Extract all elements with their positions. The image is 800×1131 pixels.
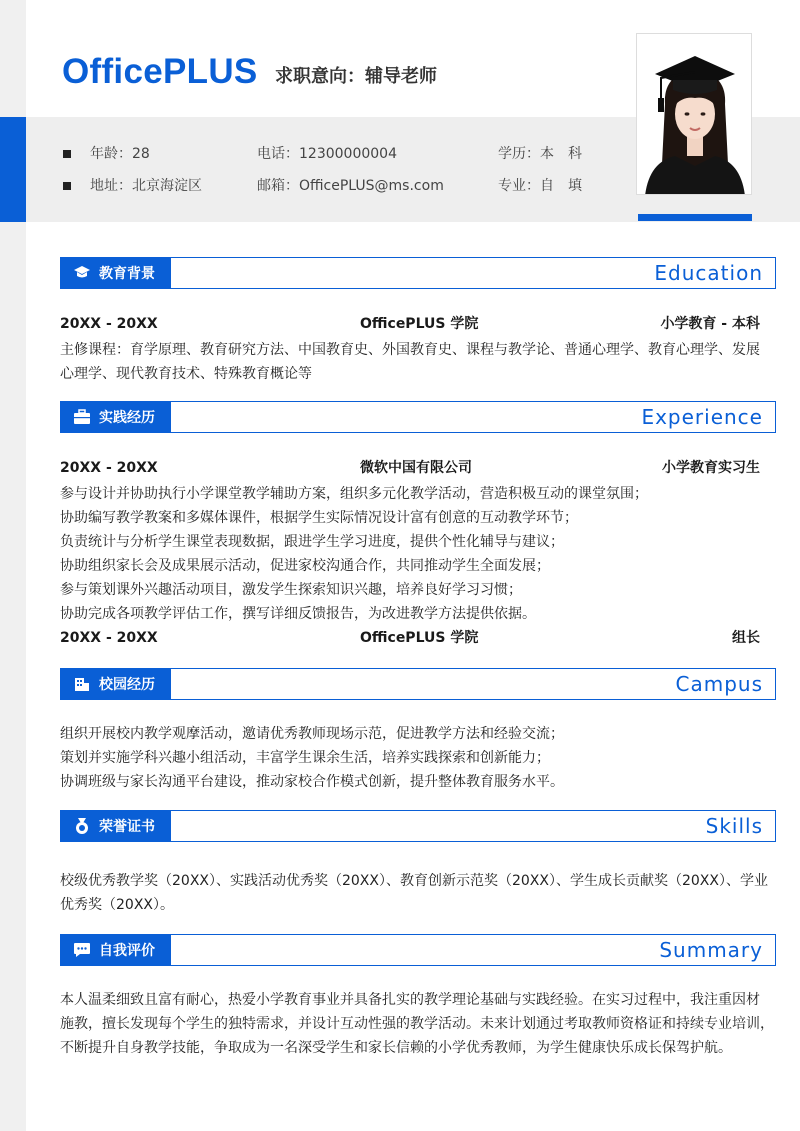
info-address: 地址：北京海淀区	[90, 178, 202, 194]
experience-entry	[60, 627, 760, 649]
text-line: 参与设计并协助执行小学课堂教学辅助方案，组织多元化教学活动，营造积极互动的课堂氛围；	[60, 486, 648, 502]
text-line: 协助完成各项教学评估工作，撰写详细反馈报告，为改进教学方法提供依据。	[60, 606, 536, 622]
section-title-en: Experience	[641, 405, 763, 429]
entry-org: OfficePLUS 学院	[360, 316, 479, 332]
info-education: 学历：本 科	[498, 146, 582, 162]
experience-entry	[60, 457, 760, 479]
section-tab-experience	[61, 402, 171, 432]
text-line: 本人温柔细致且富有耐心，热爱小学教育事业并具备扎实的教学理论基础与实践经验。在实习过程中，我注重因材	[60, 992, 760, 1008]
section-title-cn: 荣誉证书	[99, 819, 155, 835]
square-bullet-icon	[63, 150, 71, 158]
text-line: 策划并实施学科兴趣小组活动，丰富学生课余生活，培养实践探索和创新能力；	[60, 750, 550, 766]
text-line: 协助编写教学教案和多媒体课件，根据学生实际情况设计富有创意的互动教学环节；	[60, 510, 578, 526]
info-email: 邮箱：OfficePLUS@ms.com	[257, 178, 444, 194]
entry-date: 20XX - 20XX	[60, 460, 158, 476]
section-tab-skills	[61, 811, 171, 841]
entry-role: 小学教育实习生	[662, 460, 760, 476]
chat-bubble-icon	[73, 941, 91, 959]
entry-date: 20XX - 20XX	[60, 316, 158, 332]
text-line: 不断提升自身教学技能，争取成为一名深受学生和家长信赖的小学优秀教师，为学生健康快乐成长保驾护航。	[60, 1040, 732, 1056]
section-header-summary	[60, 934, 776, 966]
photo-accent-bar	[638, 214, 752, 221]
summary-description	[60, 988, 774, 1060]
entry-role: 组长	[732, 630, 760, 646]
section-title-en: Campus	[675, 672, 763, 696]
section-title-en: Education	[654, 261, 763, 285]
building-icon	[73, 675, 91, 693]
medal-icon	[73, 817, 91, 835]
section-title-cn: 自我评价	[99, 943, 155, 959]
section-header-education	[60, 257, 776, 289]
info-age: 年龄：28	[90, 146, 150, 162]
text-line: 协助组织家长会及成果展示活动，促进家校沟通合作，共同推动学生全面发展；	[60, 558, 550, 574]
section-title-cn: 实践经历	[99, 410, 155, 426]
briefcase-icon	[73, 408, 91, 426]
section-tab-campus	[61, 669, 171, 699]
profile-photo	[636, 33, 752, 195]
text-line: 心理学、现代教育技术、特殊教育概论等	[60, 366, 312, 382]
square-bullet-icon	[63, 182, 71, 190]
text-line: 主修课程：育学原理、教育研究方法、中国教育史、外国教育史、课程与教学论、普通心理学、教育心理学、发展	[60, 342, 760, 358]
section-title-en: Skills	[705, 814, 763, 838]
brand-title: OfficePLUS	[62, 52, 258, 91]
job-intent: 求职意向：辅导老师	[275, 66, 437, 87]
info-major: 专业：自 填	[498, 178, 582, 194]
section-header-experience	[60, 401, 776, 433]
entry-role: 小学教育 - 本科	[660, 316, 760, 332]
education-entry	[60, 313, 760, 335]
campus-description	[60, 722, 765, 794]
section-title-en: Summary	[659, 938, 763, 962]
text-line: 负责统计与分析学生课堂表现数据，跟进学生学习进度，提供个性化辅导与建议；	[60, 534, 564, 550]
left-accent-bar	[0, 117, 26, 222]
experience-description	[60, 482, 765, 626]
info-phone: 电话：12300000004	[257, 146, 397, 162]
graduation-cap-icon	[73, 264, 91, 282]
entry-date: 20XX - 20XX	[60, 630, 158, 646]
section-tab-summary	[61, 935, 171, 965]
section-header-skills	[60, 810, 776, 842]
text-line: 施教，擅长发现每个学生的独特需求，并设计互动性强的教学活动。未来计划通过考取教师资格证和持续专业培训，	[60, 1016, 774, 1032]
text-line: 参与策划课外兴趣活动项目，激发学生探索知识兴趣，培养良好学习习惯；	[60, 582, 522, 598]
education-description	[60, 338, 765, 386]
section-header-campus	[60, 668, 776, 700]
text-line: 校级优秀教学奖（20XX）、实践活动优秀奖（20XX）、教育创新示范奖（20XX）、学生成长贡献奖（20XX）、学业	[60, 873, 768, 889]
entry-org: 微软中国有限公司	[360, 460, 472, 476]
text-line: 优秀奖（20XX）。	[60, 897, 174, 913]
section-title-cn: 教育背景	[99, 266, 155, 282]
portrait-illustration	[637, 34, 752, 195]
entry-org: OfficePLUS 学院	[360, 630, 479, 646]
section-title-cn: 校园经历	[99, 677, 155, 693]
skills-description	[60, 869, 768, 917]
text-line: 协调班级与家长沟通平台建设，推动家校合作模式创新，提升整体教育服务水平。	[60, 774, 564, 790]
section-tab-education	[61, 258, 171, 288]
text-line: 组织开展校内教学观摩活动，邀请优秀教师现场示范，促进教学方法和经验交流；	[60, 726, 564, 742]
